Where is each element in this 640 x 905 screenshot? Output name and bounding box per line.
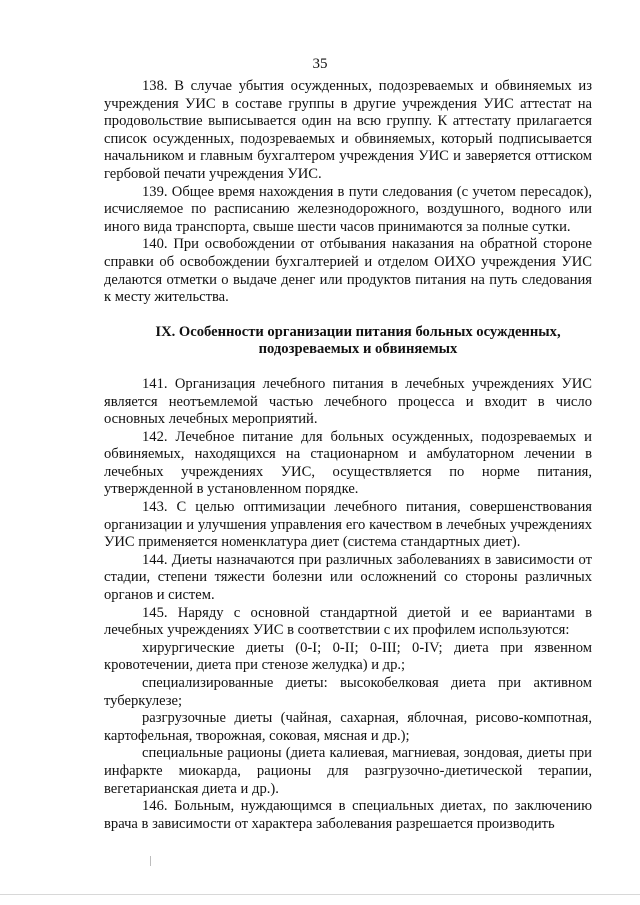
paragraph-139: 139. Общее время нахождения в пути следования (с учетом пересадок), исчисляемое по расписанию железнодорожного, воздушного, водного или иного вида транспорта, свыше шести часов принимаются за полные сутки. <box>104 183 592 235</box>
section-heading <box>104 324 592 359</box>
paragraph-141: 141. Организация лечебного питания в лечебных учреждениях УИС является неотъемлемой частью лечебного процесса и входит в число основных лечебных мероприятий. <box>104 375 592 428</box>
list-item-surgical-diets: хирургические диеты (0-I; 0-II; 0-III; 0-IV; диета при язвенном кровотечении, диета при стенозе желудка) и др.; <box>104 639 592 674</box>
section-heading-line-1: IX. Особенности организации питания больных осужденных, <box>155 323 561 340</box>
paragraph-145: 145. Наряду с основной стандартной диетой и ее вариантами в лечебных учреждениях УИС в соответствии с их профилем используются: <box>104 604 592 639</box>
section-heading-line-2: подозреваемых и обвиняемых <box>258 341 458 358</box>
page-number: 35 <box>312 56 328 72</box>
list-item-fasting-diets: разгрузочные диеты (чайная, сахарная, яблочная, рисово-компотная, картофельная, творожная, соковая, мясная и др.); <box>104 710 592 744</box>
list-item-specialized-diets: специализированные диеты: высокобелковая диета при активном туберкулезе; <box>104 675 592 709</box>
paragraph-143: 143. С целью оптимизации лечебного питания, совершенствования организации и улучшения управления его качеством в лечебных учреждениях УИС применяется номенклатура диет (система стандартных диет). <box>104 499 592 551</box>
list-item-special-rations: специальные рационы (диета калиевая, магниевая, зондовая, диеты при инфаркте миокарда, рационы для разгрузочно-диетической терапии, вегетарианская диета и др.). <box>104 745 592 797</box>
document-body <box>104 78 592 833</box>
scan-edge-line <box>0 894 640 895</box>
paragraph-144: 144. Диеты назначаются при различных заболеваниях в зависимости от стадии, степени тяжести болезни или осложнений со стороны различных органов и систем. <box>104 551 592 604</box>
paragraph-142: 142. Лечебное питание для больных осужденных, подозреваемых и обвиняемых, находящихся на стационарном и амбулаторном лечении в лечебных учреждениях УИС, осуществляется по норме питания, утвержденной в установленном порядке. <box>104 428 592 498</box>
paragraph-138: 138. В случае убытия осужденных, подозреваемых и обвиняемых из учреждения УИС в составе группы в другие учреждения УИС аттестат на продовольствие выписывается один на всю группу. К аттестату прилагается список осужденных, подозреваемых и обвиняемых, который подписывается начальником и главным бухгалтером учреждения УИС и заверяется оттиском гербовой печати учреждения УИС. <box>104 78 592 182</box>
paragraph-146: 146. Больным, нуждающимся в специальных диетах, по заключению врача в зависимости от характера заболевания разрешается производить <box>104 798 592 832</box>
scan-artifact <box>150 856 151 866</box>
paragraph-140: 140. При освобождении от отбывания наказания на обратной стороне справки об освобождении бухгалтерией и отделом ОИХО учреждения УИС делаются отметки о выдаче денег или продуктов питания на путь следования к месту жительства. <box>104 236 592 306</box>
